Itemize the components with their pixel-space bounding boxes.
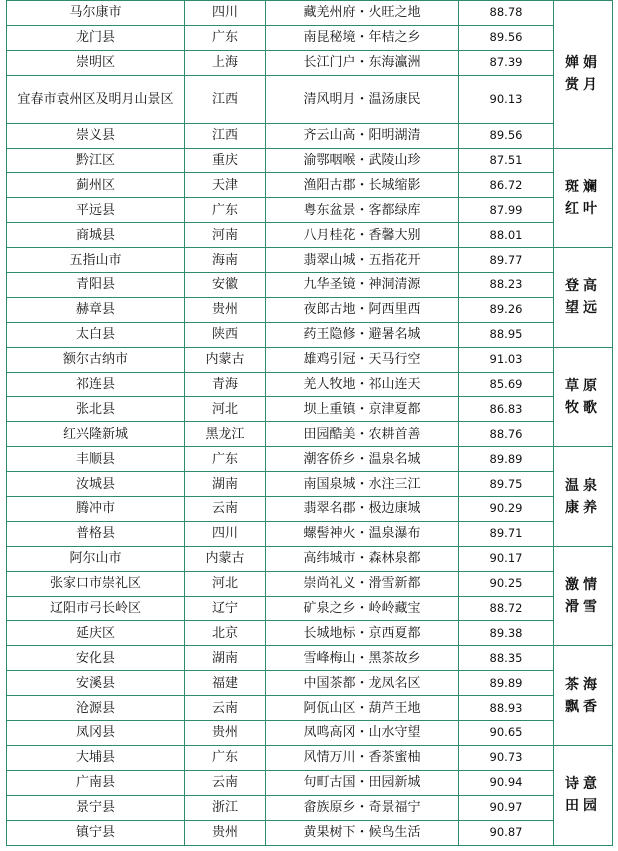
- county-name-cell: 祁连县: [7, 372, 185, 397]
- category-cell: [554, 347, 613, 447]
- county-name-cell: 商城县: [7, 223, 185, 248]
- table-row: [7, 472, 613, 497]
- province-cell: 海南: [185, 248, 266, 273]
- table-row: [7, 372, 613, 397]
- score-cell: 89.26: [459, 297, 554, 322]
- category-label-line2: 康养: [565, 499, 601, 516]
- table-row: [7, 248, 613, 273]
- province-cell: 内蒙古: [185, 347, 266, 372]
- table-row: [7, 621, 613, 646]
- table-row: [7, 770, 613, 795]
- score-cell: 90.65: [459, 721, 554, 746]
- province-cell: 河北: [185, 571, 266, 596]
- county-name-cell: 额尔古纳市: [7, 347, 185, 372]
- slogan-cell: 夜郎古地・阿西里西: [266, 297, 459, 322]
- county-name-cell: 赫章县: [7, 297, 185, 322]
- slogan-cell: 南昆秘境・年桔之乡: [266, 25, 459, 50]
- score-cell: 88.23: [459, 273, 554, 298]
- county-name-cell: 阿尔山市: [7, 546, 185, 571]
- slogan-cell: 螺髻神火・温泉瀑布: [266, 521, 459, 546]
- county-name-cell: 延庆区: [7, 621, 185, 646]
- slogan-cell: 阿佤山区・葫芦王地: [266, 696, 459, 721]
- score-cell: 90.17: [459, 546, 554, 571]
- county-name-cell: 五指山市: [7, 248, 185, 273]
- slogan-cell: 雪峰梅山・黑茶故乡: [266, 646, 459, 671]
- province-cell: 天津: [185, 173, 266, 198]
- province-cell: 江西: [185, 123, 266, 148]
- table-row: [7, 646, 613, 671]
- table-row: [7, 745, 613, 770]
- county-name-cell: 腾冲市: [7, 497, 185, 522]
- county-name-cell: 黔江区: [7, 148, 185, 173]
- province-cell: 湖南: [185, 472, 266, 497]
- province-cell: 四川: [185, 1, 266, 26]
- slogan-cell: 粤东盆景・客都绿库: [266, 198, 459, 223]
- province-cell: 贵州: [185, 721, 266, 746]
- province-cell: 北京: [185, 621, 266, 646]
- category-label-line1: 激情: [565, 577, 601, 594]
- score-cell: 89.75: [459, 472, 554, 497]
- table-row: [7, 820, 613, 845]
- province-cell: 云南: [185, 497, 266, 522]
- score-cell: 89.56: [459, 25, 554, 50]
- table-row: [7, 297, 613, 322]
- score-cell: 88.93: [459, 696, 554, 721]
- county-name-cell: 大埔县: [7, 745, 185, 770]
- county-name-cell: 景宁县: [7, 795, 185, 820]
- ranking-table: [6, 0, 613, 846]
- table-row: [7, 521, 613, 546]
- score-cell: 91.03: [459, 347, 554, 372]
- county-name-cell: 崇明区: [7, 50, 185, 75]
- county-name-cell: 凤冈县: [7, 721, 185, 746]
- county-name-cell: 太白县: [7, 322, 185, 347]
- province-cell: 广东: [185, 25, 266, 50]
- slogan-cell: 坝上重镇・京津夏都: [266, 397, 459, 422]
- county-name-cell: 辽阳市弓长岭区: [7, 596, 185, 621]
- county-name-cell: 安化县: [7, 646, 185, 671]
- category-label-line2: 牧歌: [565, 399, 601, 416]
- score-cell: 87.51: [459, 148, 554, 173]
- category-cell: [554, 546, 613, 646]
- province-cell: 广东: [185, 198, 266, 223]
- table-row: [7, 273, 613, 298]
- table-row: [7, 721, 613, 746]
- category-cell: [554, 745, 613, 845]
- county-name-cell: 红兴隆新城: [7, 422, 185, 447]
- score-cell: 90.13: [459, 75, 554, 123]
- table-row: [7, 422, 613, 447]
- province-cell: 黑龙江: [185, 422, 266, 447]
- score-cell: 86.72: [459, 173, 554, 198]
- table-row: [7, 795, 613, 820]
- slogan-cell: 凤鸣高冈・山水守望: [266, 721, 459, 746]
- province-cell: 贵州: [185, 297, 266, 322]
- province-cell: 江西: [185, 75, 266, 123]
- category-cell: [554, 1, 613, 149]
- province-cell: 广东: [185, 745, 266, 770]
- slogan-cell: 藏羌州府・火旺之地: [266, 1, 459, 26]
- table-row: [7, 497, 613, 522]
- table-row: [7, 397, 613, 422]
- province-cell: 广东: [185, 447, 266, 472]
- table-row: [7, 75, 613, 123]
- slogan-cell: 药王隐修・避暑名城: [266, 322, 459, 347]
- score-cell: 85.69: [459, 372, 554, 397]
- score-cell: 87.99: [459, 198, 554, 223]
- slogan-cell: 九华圣镜・神洞清源: [266, 273, 459, 298]
- slogan-cell: 潮客侨乡・温泉名城: [266, 447, 459, 472]
- category-label-line2: 飘香: [565, 698, 601, 715]
- score-cell: 88.76: [459, 422, 554, 447]
- province-cell: 安徽: [185, 273, 266, 298]
- table-row: [7, 173, 613, 198]
- county-name-cell: 广南县: [7, 770, 185, 795]
- province-cell: 内蒙古: [185, 546, 266, 571]
- slogan-cell: 长城地标・京西夏都: [266, 621, 459, 646]
- table-row: [7, 571, 613, 596]
- score-cell: 90.94: [459, 770, 554, 795]
- province-cell: 重庆: [185, 148, 266, 173]
- county-name-cell: 丰顺县: [7, 447, 185, 472]
- table-row: [7, 198, 613, 223]
- category-label-line1: 登高: [565, 278, 601, 295]
- score-cell: 90.73: [459, 745, 554, 770]
- province-cell: 湖南: [185, 646, 266, 671]
- score-cell: 87.39: [459, 50, 554, 75]
- slogan-cell: 高纬城市・森林泉都: [266, 546, 459, 571]
- county-name-cell: 沧源县: [7, 696, 185, 721]
- county-name-cell: 崇义县: [7, 123, 185, 148]
- county-name-cell: 张家口市崇礼区: [7, 571, 185, 596]
- table-row: [7, 148, 613, 173]
- slogan-cell: 黄果树下・候鸟生活: [266, 820, 459, 845]
- table-row: [7, 671, 613, 696]
- county-name-cell: 安溪县: [7, 671, 185, 696]
- score-cell: 88.78: [459, 1, 554, 26]
- county-name-cell: 蓟州区: [7, 173, 185, 198]
- table-row: [7, 1, 613, 26]
- county-name-cell: 镇宁县: [7, 820, 185, 845]
- category-label-line1: 茶海: [565, 676, 601, 693]
- table-row: [7, 223, 613, 248]
- score-cell: 90.97: [459, 795, 554, 820]
- category-cell: [554, 646, 613, 746]
- score-cell: 89.89: [459, 447, 554, 472]
- table-row: [7, 696, 613, 721]
- slogan-cell: 田园酷美・农耕首善: [266, 422, 459, 447]
- table-row: [7, 322, 613, 347]
- county-name-cell: 普格县: [7, 521, 185, 546]
- score-cell: 90.87: [459, 820, 554, 845]
- province-cell: 四川: [185, 521, 266, 546]
- province-cell: 浙江: [185, 795, 266, 820]
- ranking-table-body: [7, 1, 613, 846]
- score-cell: 88.01: [459, 223, 554, 248]
- slogan-cell: 渝鄂咽喉・武陵山珍: [266, 148, 459, 173]
- province-cell: 云南: [185, 770, 266, 795]
- province-cell: 上海: [185, 50, 266, 75]
- category-cell: [554, 447, 613, 547]
- category-label-line1: 温泉: [565, 477, 601, 494]
- slogan-cell: 南国泉城・水注三江: [266, 472, 459, 497]
- province-cell: 陕西: [185, 322, 266, 347]
- slogan-cell: 渔阳古郡・长城缩影: [266, 173, 459, 198]
- slogan-cell: 清风明月・温汤康民: [266, 75, 459, 123]
- table-row: [7, 596, 613, 621]
- county-name-cell: 龙门县: [7, 25, 185, 50]
- score-cell: 88.95: [459, 322, 554, 347]
- category-cell: [554, 148, 613, 248]
- province-cell: 青海: [185, 372, 266, 397]
- county-name-cell: 平远县: [7, 198, 185, 223]
- category-label-line2: 红叶: [565, 200, 601, 217]
- score-cell: 89.56: [459, 123, 554, 148]
- score-cell: 89.38: [459, 621, 554, 646]
- category-label-line2: 赏月: [565, 77, 601, 94]
- province-cell: 福建: [185, 671, 266, 696]
- table-row: [7, 123, 613, 148]
- slogan-cell: 崇尚礼义・滑雪新都: [266, 571, 459, 596]
- table-row: [7, 347, 613, 372]
- category-label-line1: 草原: [565, 377, 601, 394]
- slogan-cell: 矿泉之乡・岭岭藏宝: [266, 596, 459, 621]
- score-cell: 89.71: [459, 521, 554, 546]
- category-label-line2: 望远: [565, 300, 601, 317]
- score-cell: 90.29: [459, 497, 554, 522]
- score-cell: 88.35: [459, 646, 554, 671]
- slogan-cell: 中国茶都・龙凤名区: [266, 671, 459, 696]
- table-row: [7, 50, 613, 75]
- slogan-cell: 畲族原乡・奇景福宁: [266, 795, 459, 820]
- slogan-cell: 句町古国・田园新城: [266, 770, 459, 795]
- score-cell: 89.89: [459, 671, 554, 696]
- slogan-cell: 翡翠山城・五指花开: [266, 248, 459, 273]
- table-row: [7, 25, 613, 50]
- county-name-cell: 汝城县: [7, 472, 185, 497]
- county-name-cell: 马尔康市: [7, 1, 185, 26]
- category-label-line1: 斑斓: [565, 178, 601, 195]
- category-label-line1: 诗意: [565, 776, 601, 793]
- province-cell: 贵州: [185, 820, 266, 845]
- slogan-cell: 翡翠名郡・极边康城: [266, 497, 459, 522]
- slogan-cell: 羌人牧地・祁山连天: [266, 372, 459, 397]
- category-cell: [554, 248, 613, 348]
- county-name-cell: 宜春市袁州区及明月山景区: [7, 75, 185, 123]
- slogan-cell: 八月桂花・香馨大别: [266, 223, 459, 248]
- slogan-cell: 雄鸡引冠・天马行空: [266, 347, 459, 372]
- category-label-line2: 田园: [565, 798, 601, 815]
- province-cell: 辽宁: [185, 596, 266, 621]
- county-name-cell: 青阳县: [7, 273, 185, 298]
- score-cell: 86.83: [459, 397, 554, 422]
- category-label-line1: 婵娟: [565, 55, 601, 72]
- table-row: [7, 447, 613, 472]
- slogan-cell: 风情万川・香茶蜜柚: [266, 745, 459, 770]
- slogan-cell: 齐云山高・阳明湖清: [266, 123, 459, 148]
- slogan-cell: 长江门户・东海瀛洲: [266, 50, 459, 75]
- category-label-line2: 滑雪: [565, 599, 601, 616]
- score-cell: 90.25: [459, 571, 554, 596]
- province-cell: 河南: [185, 223, 266, 248]
- province-cell: 河北: [185, 397, 266, 422]
- county-name-cell: 张北县: [7, 397, 185, 422]
- province-cell: 云南: [185, 696, 266, 721]
- score-cell: 88.72: [459, 596, 554, 621]
- table-row: [7, 546, 613, 571]
- score-cell: 89.77: [459, 248, 554, 273]
